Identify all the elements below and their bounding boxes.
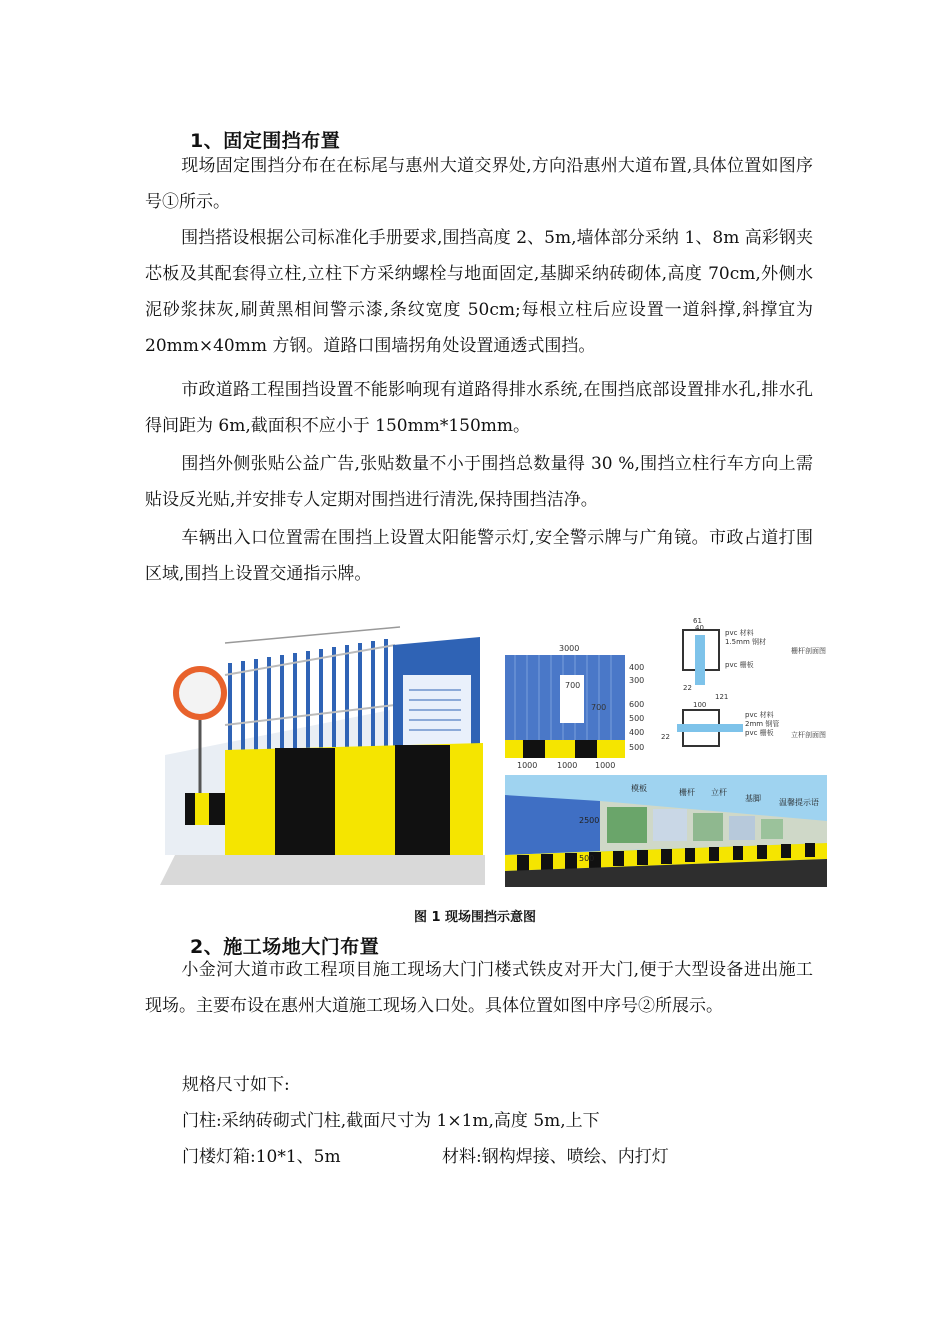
dim-3000: 3000 bbox=[559, 644, 580, 653]
label-pvc3: pvc 材料 bbox=[745, 711, 774, 719]
dim-1000: 1000 bbox=[517, 761, 538, 770]
cross-sections bbox=[661, 617, 826, 746]
paragraph: 现场固定围挡分布在在标尾与惠州大道交界处,方向沿惠州大道布置,具体位置如图序号①所示。 bbox=[145, 156, 813, 212]
spec-title: 规格尺寸如下: bbox=[182, 1075, 290, 1095]
figure-caption: 图 1 现场围挡示意图 bbox=[413, 910, 537, 925]
dim-22b: 22 bbox=[661, 733, 670, 741]
dim-400b: 400 bbox=[629, 728, 645, 737]
paragraph: 小金河大道市政工程项目施工现场大门门楼式铁皮对开大门,便于大型设备进出施工现场。主要布设在惠州大道施工现场入口处。具体位置如图中序号②所展示。 bbox=[145, 960, 813, 1016]
dim-22: 22 bbox=[683, 684, 692, 692]
label-footing: 基脚 bbox=[745, 794, 761, 803]
dim-700: 700 bbox=[565, 681, 581, 690]
spec-line-2-right: 材料:钢构焊接、喷绘、内打灯 bbox=[442, 1147, 669, 1167]
dim-600: 600 bbox=[629, 700, 645, 709]
dim-2500: 2500 bbox=[579, 816, 600, 825]
label-post: 立杆 bbox=[711, 788, 727, 797]
spec-line-1: 门柱:采纳砖砌式门柱,截面尺寸为 1×1m,高度 5m,上下 bbox=[182, 1111, 600, 1131]
dim-500b: 500 bbox=[629, 743, 645, 752]
dim-400: 400 bbox=[629, 663, 645, 672]
fence-illustration bbox=[155, 615, 835, 895]
street-fence-view bbox=[505, 775, 827, 887]
spec-line-2-left: 门楼灯箱:10*1、5m bbox=[182, 1147, 341, 1167]
paragraph: 市政道路工程围挡设置不能影响现有道路得排水系统,在围挡底部设置排水孔,排水孔得间距为 6m,截面积不应小于 150mm*150mm。 bbox=[145, 380, 813, 436]
section-2-heading: 2、施工场地大门布置 bbox=[190, 936, 380, 958]
dim-300: 300 bbox=[629, 676, 645, 685]
section-1-heading: 1、固定围挡布置 bbox=[190, 130, 341, 152]
label-section1: 栅杆剖面图 bbox=[791, 647, 826, 655]
dim-700b: 700 bbox=[591, 703, 607, 712]
dim-121: 121 bbox=[715, 693, 729, 701]
label-steel: 1.5mm 钢材 bbox=[725, 638, 766, 646]
fence-3d-view bbox=[160, 627, 485, 885]
dim-500c: 500 bbox=[579, 854, 595, 863]
paragraph: 围挡外侧张贴公益广告,张贴数量不小于围挡总数量得 30 %,围挡立柱行车方向上需贴设反光贴,并安排专人定期对围挡进行清洗,保持围挡洁净。 bbox=[145, 454, 813, 510]
label-section2: 立杆剖面图 bbox=[791, 731, 826, 739]
fence-elevation bbox=[505, 644, 644, 770]
label-pvc-grid: pvc 栅板 bbox=[725, 661, 754, 669]
dim-1000c: 1000 bbox=[595, 761, 616, 770]
label-pvc4: pvc 栅板 bbox=[745, 729, 774, 737]
label-pvc: pvc 材料 bbox=[725, 629, 754, 637]
dim-61: 61 bbox=[693, 617, 702, 625]
dim-100: 100 bbox=[693, 701, 707, 709]
label-tips: 温馨提示语 bbox=[779, 798, 819, 807]
paragraph: 围挡搭设根据公司标准化手册要求,围挡高度 2、5m,墙体部分采纳 1、8m 高彩钢夹芯板及其配套得立柱,立柱下方采纳螺栓与地面固定,基脚采纳砖砌体,高度 70cm,外侧水泥砂浆抹灰,刷黄黑相间警示漆,条纹宽度 50cm;每根立柱后应设置一道斜撑,斜撑宜为 20mm×40mm 方钢。道路口围墙拐角处设置通透式围挡。 bbox=[145, 228, 813, 356]
dim-1000b: 1000 bbox=[557, 761, 578, 770]
label-template: 模板 bbox=[631, 784, 647, 793]
paragraph: 车辆出入口位置需在围挡上设置太阳能警示灯,安全警示牌与广角镜。市政占道打围区域,围挡上设置交通指示牌。 bbox=[145, 528, 813, 584]
dim-40: 40 bbox=[695, 624, 704, 632]
label-pipe: 2mm 钢管 bbox=[745, 720, 780, 728]
dim-500: 500 bbox=[629, 714, 645, 723]
label-rail: 栅杆 bbox=[679, 788, 695, 797]
